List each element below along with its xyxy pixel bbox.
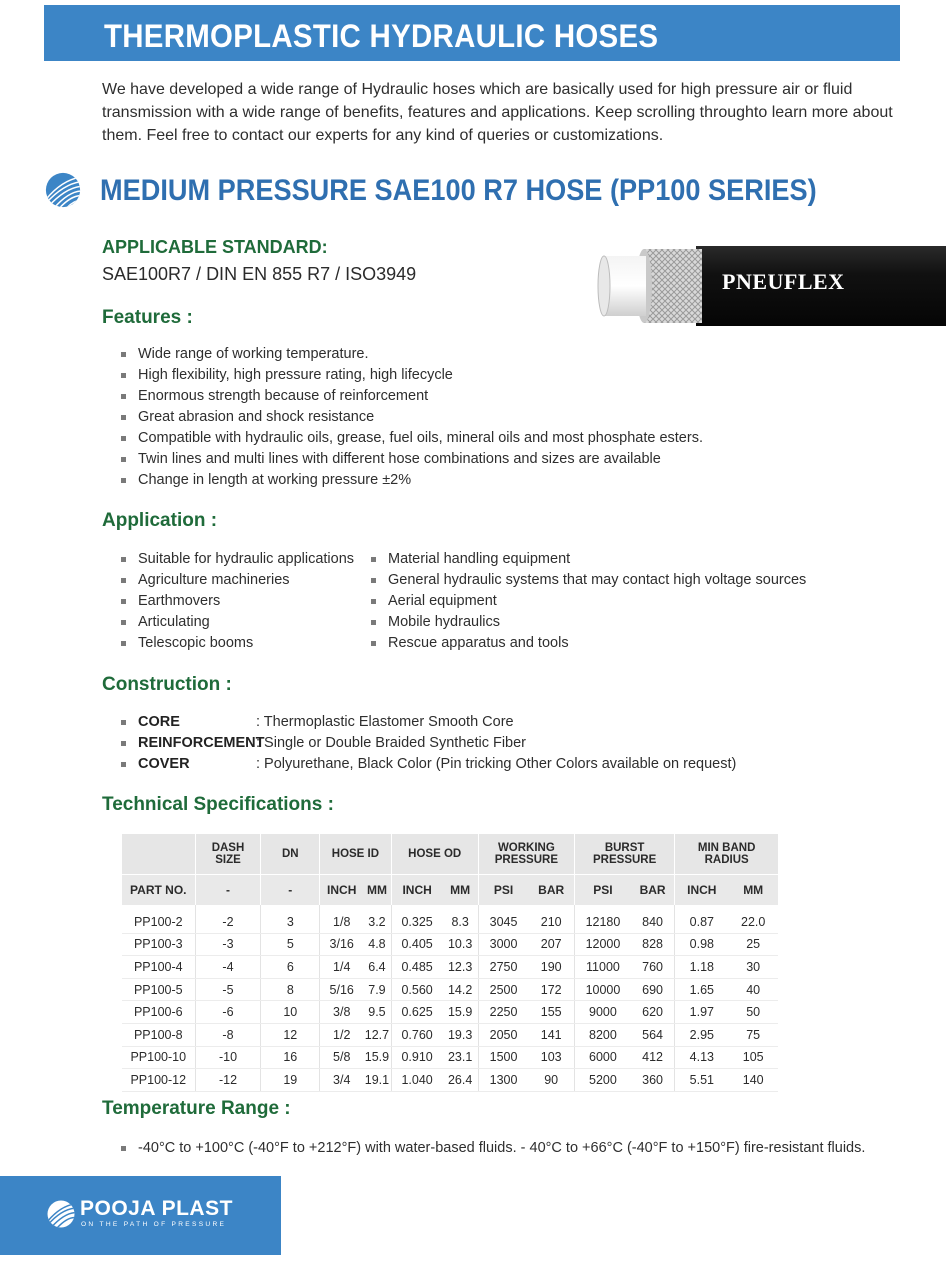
table-cell: PP100-12 [122,1069,195,1092]
construction-key: CORE [138,714,180,730]
table-cell: 90 [528,1069,574,1092]
table-cell: 30 [728,956,778,979]
table-cell: 25 [728,933,778,956]
construction-row [120,733,736,754]
table-header-cell [122,834,195,875]
table-cell: 0.405 [391,933,442,956]
table-cell: 1/4 [320,956,364,979]
table-sub-header-row [122,875,778,906]
list-item: High flexibility, high pressure rating, high lifecycle [118,365,703,386]
table-cell: 8.3 [443,905,479,933]
table-cell: 12000 [575,933,631,956]
table-cell: 12180 [575,905,631,933]
table-cell: PP100-4 [122,956,195,979]
spec-table [122,834,778,1092]
list-item: Rescue apparatus and tools [368,633,806,654]
specs-heading: Technical Specifications : [102,794,334,815]
table-cell: 6.4 [363,956,391,979]
table-cell: 690 [631,978,675,1001]
application-list-left [118,549,354,654]
table-cell: 172 [528,978,574,1001]
standard-value: SAE100R7 / DIN EN 855 R7 / ISO3949 [102,264,417,284]
table-cell: 3.2 [363,905,391,933]
table-cell: 1.65 [675,978,729,1001]
table-cell: PP100-5 [122,978,195,1001]
construction-key: COVER [138,756,190,772]
table-cell: 1.040 [391,1069,442,1092]
table-header-cell: INCH [675,875,729,906]
table-cell: 0.760 [391,1023,442,1046]
table-cell: PP100-10 [122,1046,195,1069]
table-cell: 840 [631,905,675,933]
table-cell: 10 [261,1001,320,1024]
title-banner [44,5,900,61]
table-cell: 50 [728,1001,778,1024]
company-tagline: ON THE PATH OF PRESSURE [81,1221,227,1228]
table-header-cell: PART NO. [122,875,195,906]
table-cell: 3 [261,905,320,933]
table-cell: 12 [261,1023,320,1046]
table-header-cell: PSI [478,875,528,906]
table-cell: 2.95 [675,1023,729,1046]
table-cell: 19.1 [363,1069,391,1092]
table-header-cell: HOSE ID [320,834,391,875]
table-cell: 26.4 [443,1069,479,1092]
table-header-cell: MIN BAND RADIUS [675,834,778,875]
table-cell: PP100-2 [122,905,195,933]
company-logo-name: POOJA PLAST [80,1197,233,1220]
table-cell: 75 [728,1023,778,1046]
table-cell: 11000 [575,956,631,979]
table-cell: 23.1 [443,1046,479,1069]
table-cell: 1/8 [320,905,364,933]
table-cell: PP100-6 [122,1001,195,1024]
table-cell: 190 [528,956,574,979]
table-cell: 40 [728,978,778,1001]
table-header-cell: PSI [575,875,631,906]
product-title: MEDIUM PRESSURE SAE100 R7 HOSE (PP100 SERIES) [100,174,817,207]
table-cell: 620 [631,1001,675,1024]
table-group-header-row [122,834,778,875]
table-cell: 12.7 [363,1023,391,1046]
table-cell: 0.625 [391,1001,442,1024]
table-cell: 140 [728,1069,778,1092]
table-header-cell: - [195,875,261,906]
table-cell: 0.910 [391,1046,442,1069]
table-header-cell: WORKING PRESSURE [478,834,574,875]
table-cell: 16 [261,1046,320,1069]
table-row [122,956,778,979]
table-cell: 2250 [478,1001,528,1024]
table-cell: 141 [528,1023,574,1046]
table-cell: 207 [528,933,574,956]
table-cell: 1/2 [320,1023,364,1046]
features-heading: Features : [102,307,193,328]
table-cell: 828 [631,933,675,956]
table-cell: 8200 [575,1023,631,1046]
table-cell: 564 [631,1023,675,1046]
table-cell: 22.0 [728,905,778,933]
table-cell: 4.13 [675,1046,729,1069]
table-cell: -2 [195,905,261,933]
table-cell: 155 [528,1001,574,1024]
list-item: Mobile hydraulics [368,612,806,633]
table-header-cell: INCH [391,875,442,906]
table-cell: 2750 [478,956,528,979]
hose-brand-label: PNEUFLEX [722,269,845,294]
table-header-cell: BURST PRESSURE [575,834,675,875]
list-item: Agriculture machineries [118,570,354,591]
table-cell: 0.87 [675,905,729,933]
construction-row [120,712,736,733]
table-cell: 5 [261,933,320,956]
table-header-cell: DASH SIZE [195,834,261,875]
table-cell: -3 [195,933,261,956]
table-body [122,905,778,1091]
table-cell: 3/4 [320,1069,364,1092]
table-cell: 6000 [575,1046,631,1069]
table-cell: 3/8 [320,1001,364,1024]
table-cell: 7.9 [363,978,391,1001]
table-row [122,1023,778,1046]
table-row [122,978,778,1001]
table-row [122,1046,778,1069]
table-cell: 210 [528,905,574,933]
table-cell: 412 [631,1046,675,1069]
table-row [122,1001,778,1024]
table-cell: 14.2 [443,978,479,1001]
table-cell: 3045 [478,905,528,933]
table-cell: 3/16 [320,933,364,956]
table-cell: 19 [261,1069,320,1092]
globe-swirl-icon [44,171,82,209]
table-cell: 360 [631,1069,675,1092]
application-heading: Application : [102,510,218,531]
table-cell: 8 [261,978,320,1001]
table-cell: -10 [195,1046,261,1069]
table-cell: 5.51 [675,1069,729,1092]
list-item: Telescopic booms [118,633,354,654]
construction-value: : Single or Double Braided Synthetic Fiber [256,735,527,751]
list-item: Articulating [118,612,354,633]
table-cell: PP100-8 [122,1023,195,1046]
table-cell: 5200 [575,1069,631,1092]
table-cell: 9000 [575,1001,631,1024]
table-cell: -6 [195,1001,261,1024]
list-item: Twin lines and multi lines with different hose combinations and sizes are available [118,449,703,470]
table-cell: 105 [728,1046,778,1069]
intro-paragraph [102,78,902,147]
temperature-text: -40°C to +100°C (-40°F to +212°F) with water-based fluids. - 40°C to +66°C (-40°F to +150°F) fire-resistant fluids. [120,1138,865,1159]
construction-value: : Polyurethane, Black Color (Pin tricking Other Colors available on request) [256,756,737,772]
table-cell: 0.560 [391,978,442,1001]
table-cell: -4 [195,956,261,979]
table-header-cell: DN [261,834,320,875]
table-cell: 2050 [478,1023,528,1046]
globe-swirl-icon [46,1199,76,1229]
table-cell: 6 [261,956,320,979]
table-cell: 3000 [478,933,528,956]
table-cell: 1500 [478,1046,528,1069]
table-cell: 9.5 [363,1001,391,1024]
table-header-cell: BAR [528,875,574,906]
table-cell: 2500 [478,978,528,1001]
application-list-right [368,549,806,654]
table-cell: 1.18 [675,956,729,979]
construction-heading: Construction : [102,674,232,695]
table-cell: 10000 [575,978,631,1001]
table-cell: 15.9 [363,1046,391,1069]
list-item: Material handling equipment [368,549,806,570]
list-item: Wide range of working temperature. [118,344,703,365]
list-item: Compatible with hydraulic oils, grease, fuel oils, mineral oils and most phosphate esters. [118,428,703,449]
table-cell: -12 [195,1069,261,1092]
table-cell: 103 [528,1046,574,1069]
table-header-cell: MM [443,875,479,906]
table-cell: 0.98 [675,933,729,956]
table-cell: 0.325 [391,905,442,933]
construction-value: : Thermoplastic Elastomer Smooth Core [256,714,514,730]
list-item: Aerial equipment [368,591,806,612]
table-cell: 19.3 [443,1023,479,1046]
table-cell: PP100-3 [122,933,195,956]
table-cell: 1300 [478,1069,528,1092]
features-list [118,344,703,491]
construction-list [120,712,736,775]
list-item: Earthmovers [118,591,354,612]
intro-text: We have developed a wide range of Hydraulic hoses which are basically used for high pressure air or fluid transmission with a wide range of benefits, features and applications. Keep scrolling throughto learn more about them. Feel free to contact our experts for any kind of queries or customizations. [102,81,893,144]
list-item: Enormous strength because of reinforcement [118,386,703,407]
list-item: Suitable for hydraulic applications [118,549,354,570]
table-row [122,933,778,956]
table-cell: -8 [195,1023,261,1046]
construction-row [120,754,736,775]
list-item: Great abrasion and shock resistance [118,407,703,428]
table-header-cell: BAR [631,875,675,906]
table-cell: 12.3 [443,956,479,979]
list-item: General hydraulic systems that may contact high voltage sources [368,570,806,591]
standard-label: APPLICABLE STANDARD: [102,237,328,257]
table-cell: 760 [631,956,675,979]
table-row [122,1069,778,1092]
list-item: Change in length at working pressure ±2% [118,470,703,491]
table-cell: 15.9 [443,1001,479,1024]
table-cell: 0.485 [391,956,442,979]
table-header-cell: HOSE OD [391,834,478,875]
table-cell: 5/16 [320,978,364,1001]
table-header-cell: - [261,875,320,906]
table-cell: 5/8 [320,1046,364,1069]
table-header-cell: MM [363,875,391,906]
table-cell: -5 [195,978,261,1001]
table-header-cell: INCH [320,875,364,906]
table-header-cell: MM [728,875,778,906]
table-cell: 10.3 [443,933,479,956]
table-row [122,905,778,933]
temperature-heading: Temperature Range : [102,1098,291,1119]
construction-key: REINFORCEMENT [138,735,265,751]
page-title: THERMOPLASTIC HYDRAULIC HOSES [104,18,659,54]
table-cell: 1.97 [675,1001,729,1024]
table-cell: 4.8 [363,933,391,956]
